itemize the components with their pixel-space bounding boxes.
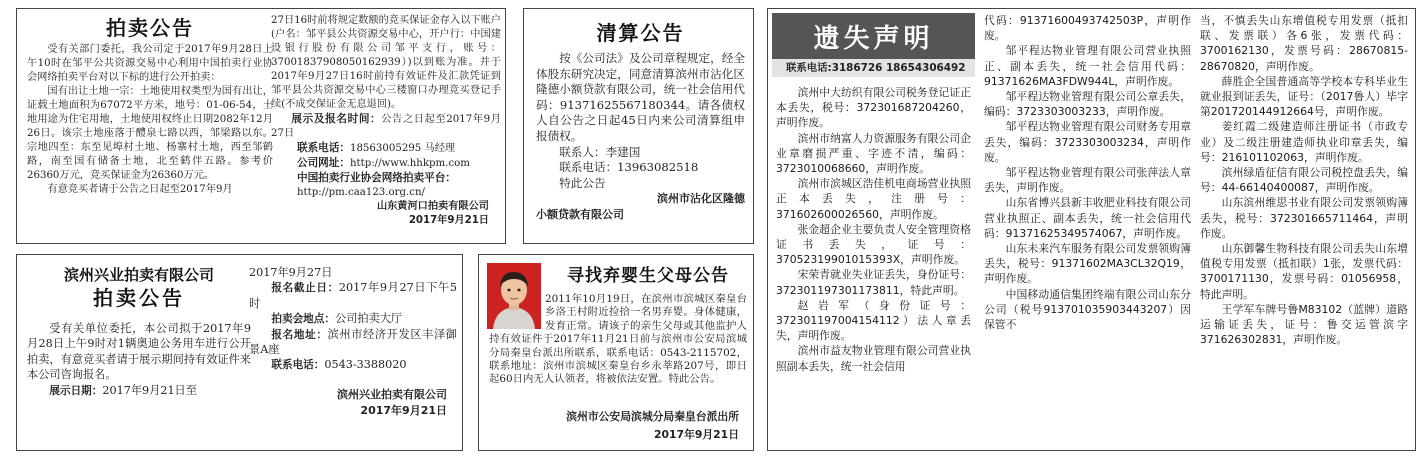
auction-2-body: 受有关单位委托，本公司拟于2017年9月28日上午9时对1辆奥迪公务用车进行公开拍卖，有意竞买者请于展示期间持有效证件来本公司咨询报名。 xyxy=(27,322,251,382)
auction-1-deposit-account: 27日16时前将规定数额的竞买保证金存入以下账户(户名：邹平县公共资源交易中心，开户行：中国建设银行股份有限公司邹平支行，账号：37001837908050162939）)以到账为准。并于2017年9月27日16时前持有效证件及汇款凭证到邹平县公共资源交易中心三楼窗口办理竞买登记手续(不成交保证金无息退回)。 xyxy=(271,15,501,110)
liquidation-contact: 联系人：李建国 xyxy=(559,144,641,159)
lost-item: 滨州绿盾征信有限公司税控盘丢失，编号：44-66140400087，声明作废。 xyxy=(1200,166,1408,195)
lost-item: 邹平程达物业管理有限公司张萍法人章丢失，声明作废。 xyxy=(984,166,1191,195)
lost-item: 滨州中大纺织有限公司税务登记证正本丢失，税号：372301687204260，声明作废。 xyxy=(776,86,971,130)
auction-2-title: 拍卖公告 xyxy=(93,286,185,310)
auction-2-company-title: 滨州兴业拍卖有限公司 xyxy=(63,266,214,284)
lost-title-banner xyxy=(772,13,975,59)
liquidation-company-line2: 小额贷款有限公司 xyxy=(536,208,624,222)
auction-2-address: 报名地址：滨州市经济开发区丰泽御景A座 xyxy=(249,327,457,357)
lost-declarations xyxy=(767,8,1416,451)
lost-item: 山东省博兴县新丰收肥业科技有限公司营业执照正、副本丢失，统一社会信用代码：91371625349574067，声明作废。 xyxy=(984,196,1191,240)
foundling-title: 寻找弃婴生父母公告 xyxy=(567,266,729,286)
auction-notice-1 xyxy=(16,8,506,244)
liquidation-body: 按《公司法》及公司章程规定，经全体股东研究决定，同意清算滨州市沾化区隆德小额贷款有限公司，统一社会信用代码：91371625567180344。请各债权人自公告之日起45日内来公司清算组申报债权。 xyxy=(536,51,745,143)
auction-1-platform: 中国拍卖行业协会网络拍卖平台： xyxy=(297,172,456,184)
lost-item: 邹平程达物业管理有限公司营业执照正、副本丢失，统一社会信用代码：91371626MA3FDW944L，声明作废。 xyxy=(984,44,1191,88)
lost-item: 滨州市纳富人力资源服务有限公司企业章磨损严重、字迹不清，编码：3723010068660，声明作废。 xyxy=(776,131,971,176)
liquidation-note: 特此公告 xyxy=(559,175,606,190)
auction-2-phone: 联系电话：0543-3388020 xyxy=(271,358,407,372)
lost-contact-bar xyxy=(772,59,975,77)
auction-2-show-date: 展示日期：2017年9月21日至 xyxy=(49,383,197,397)
lost-item: 邹平程达物业管理有限公司财务专用章丢失，编码：3723303003234，声明作废。 xyxy=(984,120,1191,164)
lost-item: 山东未来汽车服务有限公司发票领购簿丢失，税号：91371602MA3CL32Q19，声明作废。 xyxy=(984,242,1191,286)
lost-item: 山东御馨生物科技有限公司丢失山东增值税专用发票（抵扣联）1张，发票代码：3700171130，发票号码：01056958，特此声明。 xyxy=(1200,242,1408,301)
foundling-date: 2017年9月21日 xyxy=(654,428,739,441)
auction-1-registration: 展示及报名时间：公告之日起至2017年9月27日 xyxy=(271,113,501,139)
lost-item: 中国移动通信集团终端有限公司山东分公司（税号913701035903443207）因保管不 xyxy=(984,287,1191,332)
liquidation-notice xyxy=(523,8,754,244)
auction-1-deposit-start: 有意竞买者请于公告之日起至2017年9月 xyxy=(47,184,233,195)
auction-1-intro: 受有关部门委托，我公司定于2017年9月28日上午10时在邹平公共资源交易中心利用中国拍卖行业协会网络拍卖平台对以下标的进行公开拍卖： xyxy=(27,44,273,83)
liquidation-phone: 联系电话：13963082518 xyxy=(559,160,699,175)
lost-item: 山东滨州维思书业有限公司发票领购簿丢失，税号：372301665711464，声明作废。 xyxy=(1200,196,1408,240)
auction-2-date: 2017年9月21日 xyxy=(360,403,447,417)
auction-1-company: 山东黄河口拍卖有限公司 xyxy=(376,201,489,212)
lost-item: 邹平程达物业管理有限公司公章丢失，编码：3723303003233，声明作废。 xyxy=(984,90,1191,119)
foundling-office: 滨州市公安局滨城分局秦皇台派出所 xyxy=(566,410,739,423)
lost-item: 宋荣青就业失业证丢失，身份证号：372301197301173811，特此声明。 xyxy=(776,268,971,297)
lost-col3-head: 当，不慎丢失山东增值税专用发票（抵扣联、发票联）各6张，发票代码：3700162130，发票号码：28670815-28670820，声明作废。 xyxy=(1200,14,1408,73)
foundling-body: 2011年10月19日，在滨州市滨城区秦皇台乡洛王村附近捡拾一名男弃婴。身体健康，发育正常。请该子的亲生父母或其他监护人持有效证件于2017年11月21日前与滨州市公安局滨城分局秦皇台派出所联系，联系电话：0543-2115702，联系地址：滨州市滨城区秦皇台乡永莘路207号，即日起60日内无人认领者，将被依法安置。特此公告。 xyxy=(489,293,747,386)
lost-title: 遗失声明 xyxy=(813,23,934,54)
auction-1-website: 公司网址：http://www.hhkpm.com xyxy=(297,157,470,169)
auction-2-company: 滨州兴业拍卖有限公司 xyxy=(337,387,447,401)
lost-item: 滨州市益友物业管理有限公司营业执照副本丢失，统一社会信用 xyxy=(776,344,971,373)
lost-item: 滨州市滨城区浩佳机电商场营业执照正本丢失，注册号：371602600026560，声明作废。 xyxy=(776,177,971,221)
auction-1-date: 2017年9月21日 xyxy=(408,215,489,227)
auction-1-phone: 联系电话：18563005295 马经理 xyxy=(297,142,456,154)
lost-item: 姜红霞二级建造师注册证书（市政专业）及二级注册建造师执业印章丢失，编号：216101102063，声明作废。 xyxy=(1200,120,1408,164)
auction-2-deadline: 报名截止日：2017年9月27日下午5时 xyxy=(249,281,458,310)
lost-col2-head: 代码：91371600493742503P，声明作废。 xyxy=(984,14,1191,43)
auction-1-platform-url: http://pm.caa123.org.cn/ xyxy=(297,187,425,198)
auction-1-title: 拍卖公告 xyxy=(106,16,194,40)
liquidation-title: 清算公告 xyxy=(596,21,685,45)
liquidation-company-line1: 滨州市沾化区隆德 xyxy=(657,192,745,206)
foundling-notice xyxy=(478,254,754,451)
auction-notice-2 xyxy=(16,254,463,451)
lost-item: 薛胜企全国普通高等学校本专科毕业生就业报到证丢失，证号：（2017鲁人）毕字第201720144912664号，声明作废。 xyxy=(1200,74,1408,119)
auction-1-land-details: 国有出让土地一宗：土地使用权类型为国有出让，证载土地面积为67072平方米，地号：01-06-54，土地用途为住宅用地，土地使用权终止日期2082年12月26日。该宗土地座落于醴泉七路以西，邹梁路以东。宗地四至：东至见埠村土地、杨寨村土地，西至邹鹤路，南至国有储备土地，北至鹤伴五路。参考价26360万元，竞买保证金为26360万元。 xyxy=(27,86,273,181)
lost-item: 张金超企业主要负责人安全管理资格证书丢失，证号：37052319901015393X，声明作废。 xyxy=(776,222,971,267)
auction-2-venue: 拍卖会地点：公司拍卖大厅 xyxy=(271,312,403,326)
auction-2-show-end: 2017年9月27日 xyxy=(249,266,333,279)
lost-item: 赵岩军（身份证号：372301197004154112）法人章丢失，声明作废。 xyxy=(776,298,971,343)
lost-contact-phone: 联系电话:3186726 18654306492 xyxy=(786,62,966,74)
lost-item: 王学军车牌号鲁M83102（蓝牌）道路运输证丢失，证号：鲁交运管滨字371626302831，声明作废。 xyxy=(1200,302,1408,347)
